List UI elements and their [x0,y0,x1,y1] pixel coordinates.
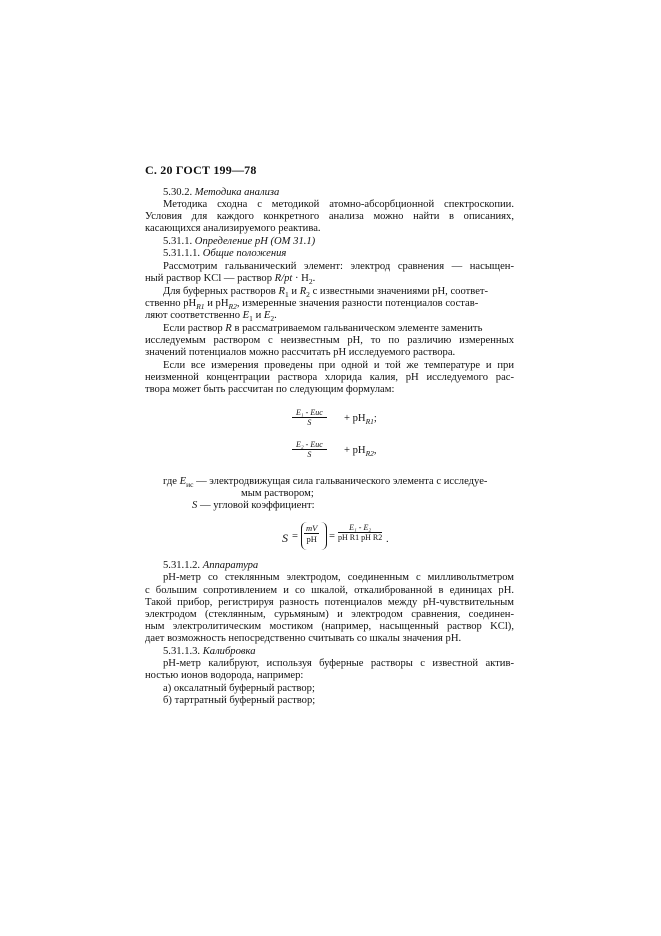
page-header: С. 20 ГОСТ 199—78 [145,163,257,177]
fraction-numerator: E₁ - Eис [292,408,327,418]
paragraph-line: электродом (стеклянным, сурьмяным) и электродом сравнения, соединен- [145,609,514,620]
fraction [292,440,327,459]
text-fragment: E [263,310,271,321]
text-fragment: с известными значениями рН, соответ- [312,286,489,297]
section-5-31-1-3-heading [163,646,256,658]
text-fragment: E [242,310,250,321]
text-fragment: R [278,286,285,297]
formula-rest [344,445,377,458]
paragraph-line: ляют соответственно $E_1$ и $E_2$. [145,310,277,323]
text-fragment: R/pt [274,273,293,284]
paragraph-line: касающихся анализируемого реактива. [145,223,321,234]
fraction-denominator: S [307,418,312,427]
fraction-denominator: S [307,450,312,459]
fraction-numerator: E₂ - Eис [292,440,327,450]
text-fragment: и рН [207,298,229,309]
paragraph-line [163,323,482,335]
fraction-numerator: E₁ - E₂ [338,523,382,533]
section-title: Аппаратура [202,560,259,571]
section-5-31-1-1-heading [163,248,286,260]
list-item: а) оксалатный буферный раствор; [163,683,315,694]
subscript: 2 [308,277,313,286]
text-fragment: ляют соответственно [145,310,241,321]
text-fragment: и [255,310,262,321]
text-fragment: в рассматриваемом гальваническом элементе заменить [234,323,483,334]
paragraph-line: значений потенциалов можно рассчитать рН исследуемого раствора. [145,347,456,358]
text-fragment: и [291,286,298,297]
text-fragment: , измеренные значения разности потенциалов состав- [236,298,479,309]
where-line [192,500,315,512]
subscript: ис [186,480,194,489]
formula-symbol: = [292,531,298,542]
paragraph-line: твора может быть рассчитан по следующим формулам: [145,384,395,395]
section-title: Методика анализа [194,187,280,198]
subscript: R1 [196,302,205,311]
paragraph-line: дает возможность непосредственно считывать со шкалы значения рН. [145,633,462,644]
text-fragment: S [192,500,198,511]
where-line: мым раствором; [241,488,314,499]
subscript: 1 [284,290,289,299]
section-title: Общие положения [202,248,287,259]
fraction [292,408,327,427]
formula-symbol: S [282,531,288,545]
paragraph-line: ностью ионов водорода, например: [145,670,304,681]
text-fragment: ственно рН [145,298,197,309]
subscript: R2 [228,302,237,311]
subscript: R1 [365,417,374,426]
text-fragment: где [163,476,177,487]
text-fragment: + рН [344,413,366,424]
section-5-30-2-heading [163,187,279,199]
text-fragment: R [225,323,232,334]
text-fragment: — угловой коэффициент: [199,500,315,511]
subscript: 1 [249,314,253,323]
paragraph-line: Такой прибор, регистрируя разность потенциалов между рН-чувствительным [145,597,514,608]
text-fragment: R [299,286,307,297]
paragraph-line: рН-метр со стеклянным электродом, соединенным с милливольтметром [163,572,514,583]
text-fragment: — электродвижущая сила гальванического элемента с исследуе- [196,476,488,487]
text-fragment: Для буферных растворов [163,286,276,297]
subscript: 2 [306,290,310,299]
text-fragment: Если раствор [163,323,223,334]
paragraph-line: Условия для каждого конкретного анализа можно найти в описаниях, [145,211,514,222]
fraction [304,523,319,544]
paragraph-line: ным электролитическим мостиком (например, насыщенный раствор KCl), [145,621,514,632]
formula-symbol: . [386,534,389,545]
paragraph-line: Методика сходна с методикой атомно-абсорбционной спектроскопии. [163,199,514,210]
section-title: Калибровка [202,646,256,657]
text-fragment: E [179,476,187,487]
fraction-denominator: pH [306,534,317,544]
paragraph-line: рН-метр калибруют, используя буферные растворы с известной актив- [163,658,514,669]
fraction-numerator: mV [306,523,318,533]
fraction [338,523,382,542]
section-number: 5.31.1.2. [163,560,201,571]
subscript: R2 [365,449,374,458]
formula-symbol: = [329,531,335,542]
paragraph-line: неизменной концентрации раствора хлорида калия, рН исследуемого рас- [145,372,514,383]
paragraph-line: с большим сопротивлением и со шкалой, откалиброванной в единицах рН. [145,585,514,596]
paragraph-line: ный раствор KCl — раствор $R/pt \cdot H_2$. [145,273,316,286]
section-5-31-1-2-heading [163,560,258,572]
section-number: 5.30.2. [163,187,193,198]
list-item: б) тартратный буферный раствор; [163,695,316,706]
subscript: 2 [270,314,275,323]
text-fragment: · H [294,273,309,284]
section-title: Определение рН (ОМ 31.1) [194,236,316,247]
section-number: 5.31.1.3. [163,646,201,657]
paragraph-line: Рассмотрим гальванический элемент: электрод сравнения — насыщен- [163,261,514,272]
section-5-31-1-heading [163,236,315,248]
text-fragment: ный раствор KCl — раствор [145,273,273,284]
paragraph-line: Если все измерения проведены при одной и той же температуре и при [163,360,514,371]
text-fragment: , [373,445,377,456]
fraction-denominator: pH R1 pH R2 [338,533,383,542]
where-line [163,476,487,491]
text-fragment: + рН [344,445,366,456]
section-number: 5.31.1. [163,236,193,247]
text-fragment: ; [373,413,377,424]
section-number: 5.31.1.1. [163,248,201,259]
formula-rest [344,413,377,426]
paragraph-line: исследуемым раствором с неизвестным рН, то по различию измеренных [145,335,514,346]
